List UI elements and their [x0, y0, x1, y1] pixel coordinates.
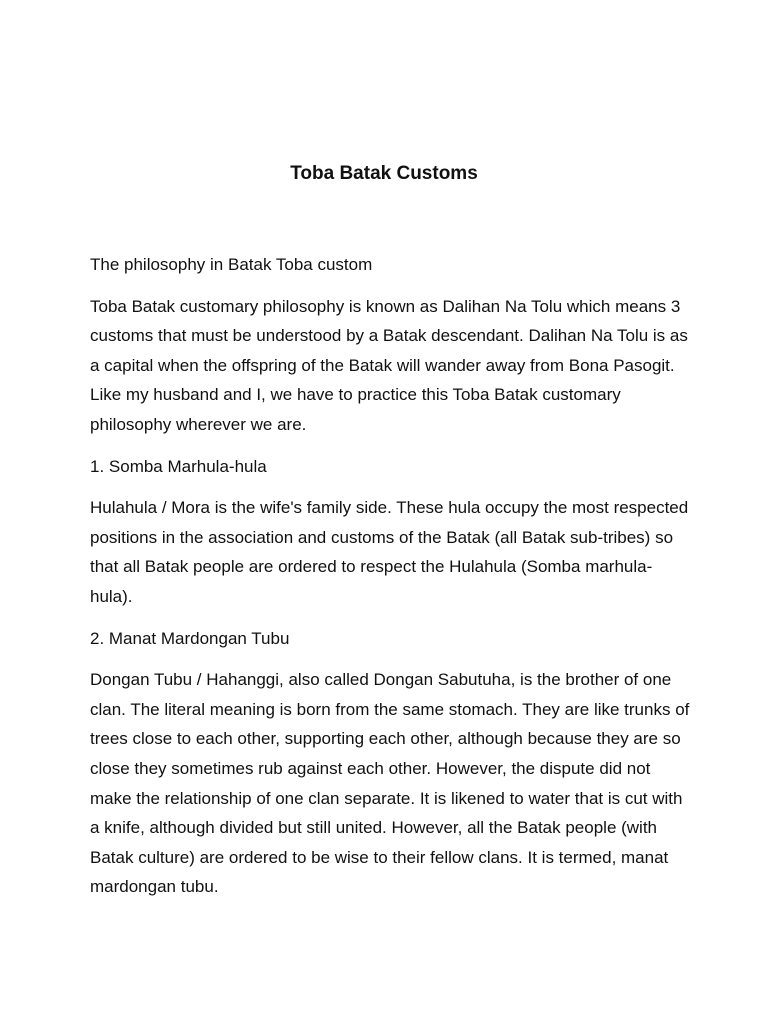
- section-heading-manat-mardongan-tubu: 2. Manat Mardongan Tubu: [90, 628, 290, 648]
- section-heading-somba-marhula-hula: 1. Somba Marhula-hula: [90, 456, 267, 476]
- document-title: Toba Batak Customs: [290, 163, 478, 184]
- document-body: [90, 250, 690, 914]
- section-intro-heading: The philosophy in Batak Toba custom: [90, 255, 373, 274]
- paragraph-dalihan-na-tolu: Toba Batak customary philosophy is known as Dalihan Na Tolu which means 3 customs that must be understood by a Batak descendant. Dalihan Na Tolu is as a capital when the offspring of the Batak will wander away from Bona Pasogit. Like my husband and I, we have to practice this Toba Batak customary philosophy wherever we are.: [90, 296, 688, 434]
- paragraph-hulahula: Hulahula / Mora is the wife's family side. These hula occupy the most respected positions in the association and customs of the Batak (all Batak sub-tribes) so that all Batak people are ordered to respect the Hulahula (Somba marhula-hula).: [90, 498, 689, 606]
- paragraph-dongan-tubu: Dongan Tubu / Hahanggi, also called Dongan Sabutuha, is the brother of one clan. The literal meaning is born from the same stomach. They are like trunks of trees close to each other, supporting each other, although because they are so close they sometimes rub against each other. However, the dispute did not make the relationship of one clan separate. It is likened to water that is cut with a knife, although divided but still united. However, all the Batak people (with Batak culture) are ordered to be wise to their fellow clans. It is termed, manat mardongan tubu.: [90, 670, 690, 897]
